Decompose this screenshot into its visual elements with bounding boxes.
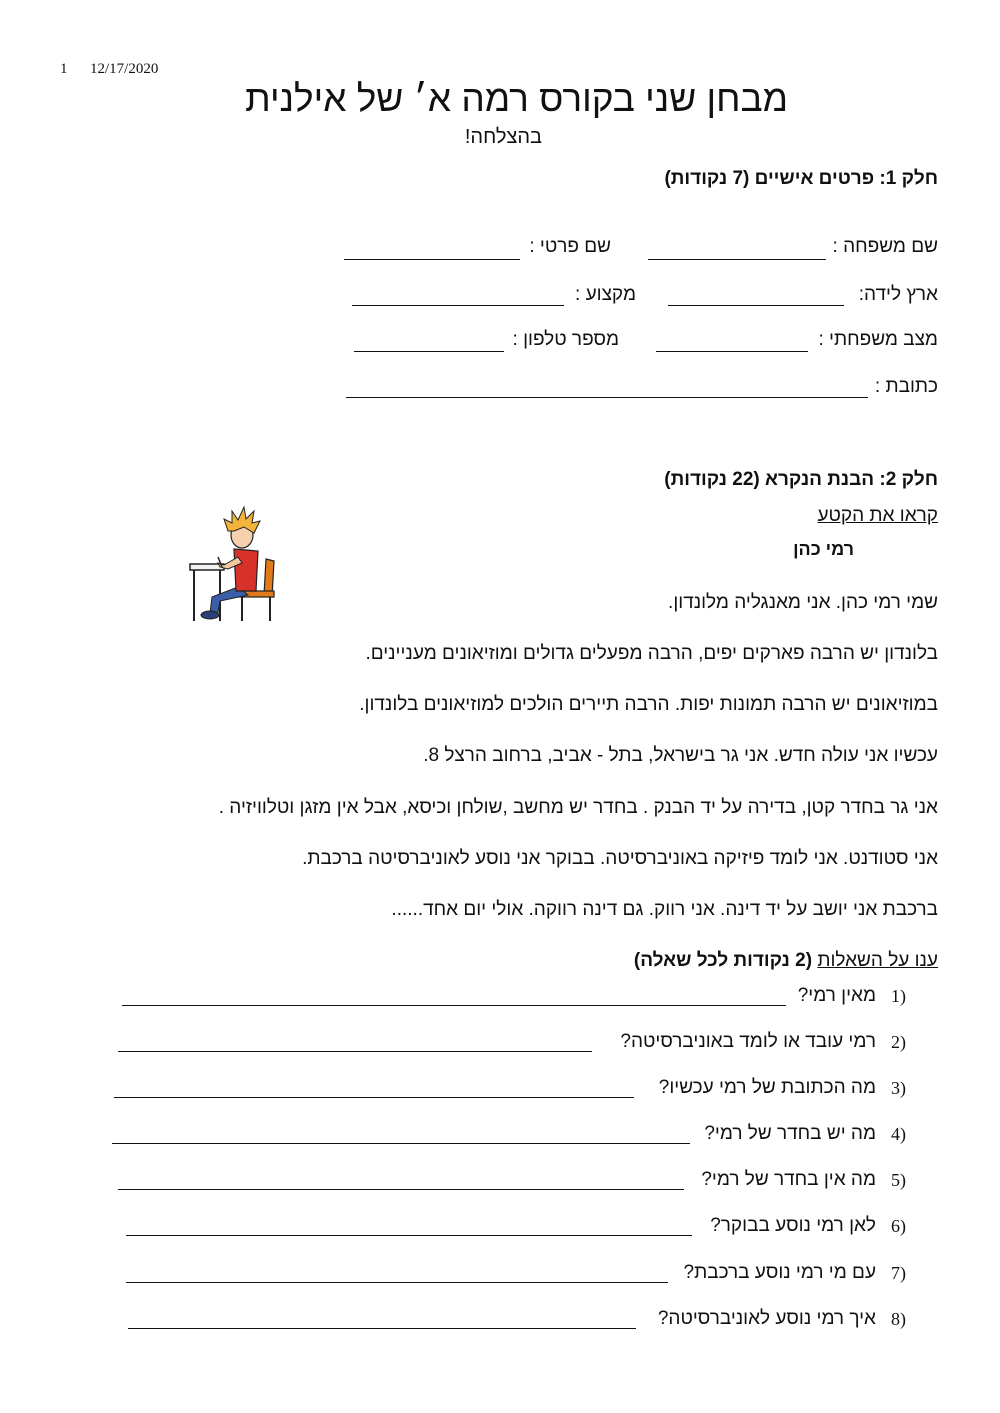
page-title: מבחן שני בקורס רמה א׳ של אילנית — [245, 78, 788, 119]
marital-status-label: מצב משפחתי : — [818, 329, 938, 350]
passage-paragraph: אני סטודנט. אני לומד פיזיקה באוניברסיטה. בבוקר אני נוסע לאוניברסיטה ברכבת. — [302, 848, 938, 869]
answer-line[interactable] — [126, 1282, 668, 1283]
question-number: 8) — [891, 1309, 906, 1329]
questions-heading-instruction: ענו על השאלות — [817, 950, 938, 971]
answer-line[interactable] — [128, 1328, 636, 1329]
answer-line[interactable] — [114, 1097, 634, 1098]
question-text: לאן רמי נוסע בבוקר? — [710, 1215, 876, 1236]
address-label: כתובת : — [874, 376, 938, 397]
phone-field[interactable] — [354, 351, 504, 352]
first-name-field[interactable] — [344, 259, 520, 260]
question-text: מה הכתובת של רמי עכשיו? — [658, 1077, 876, 1098]
country-of-birth-field[interactable] — [668, 305, 844, 306]
profession-field[interactable] — [352, 305, 564, 306]
last-name-field[interactable] — [648, 259, 826, 260]
passage-paragraph: אני גר בחדר קטן, בדירה על יד הבנק . בחדר יש מחשב ,שולחן וכיסא, אבל אין מזגן וטלוויזיה . — [218, 797, 938, 818]
passage-paragraph: ברכבת אני יושב על יד דינה. אני רווק. גם דינה רווקה. אולי יום אחד...... — [391, 899, 938, 920]
profession-label: מקצוע : — [575, 284, 636, 305]
question-text: מה יש בחדר של רמי? — [704, 1123, 876, 1144]
question-text: איך רמי נוסע לאוניברסיטה? — [657, 1308, 876, 1329]
address-field[interactable] — [346, 397, 868, 398]
page-subtitle: בהצלחה! — [464, 126, 542, 148]
marital-status-field[interactable] — [656, 351, 808, 352]
question-number: 6) — [891, 1216, 906, 1236]
question-number: 5) — [891, 1170, 906, 1190]
answer-line[interactable] — [122, 1005, 786, 1006]
page-number: 1 — [60, 61, 68, 77]
country-of-birth-label: ארץ לידה: — [858, 284, 938, 305]
questions-heading — [634, 950, 938, 972]
passage-paragraph: שמי רמי כהן. אני מאנגליה מלונדון. — [668, 592, 938, 613]
question-number: 7) — [891, 1263, 906, 1283]
questions-heading-points: (2 נקודות לכל שאלה) — [633, 950, 818, 971]
phone-label: מספר טלפון : — [512, 329, 619, 350]
student-writing-at-desk-icon — [188, 505, 278, 625]
question-text: מה אין בחדר של רמי? — [701, 1169, 876, 1190]
part2-heading: חלק 2: הבנת הנקרא (22 נקודות) — [664, 469, 938, 490]
question-number: 3) — [891, 1078, 906, 1098]
question-number: 4) — [891, 1124, 906, 1144]
passage-paragraph: במוזיאונים יש הרבה תמונות יפות. הרבה תיירים הולכים למוזיאונים בלונדון. — [359, 694, 938, 715]
question-number: 2) — [891, 1032, 906, 1052]
passage-paragraph: בלונדון יש הרבה פארקים יפים, הרבה מפעלים גדולים ומוזיאונים מעניינים. — [365, 643, 938, 664]
last-name-label: שם משפחה : — [832, 236, 938, 257]
passage-title: רמי כהן — [793, 539, 854, 559]
print-date: 12/17/2020 — [90, 61, 159, 77]
answer-line[interactable] — [118, 1189, 684, 1190]
answer-line[interactable] — [126, 1235, 692, 1236]
question-number: 1) — [891, 986, 906, 1006]
first-name-label: שם פרטי : — [529, 236, 611, 257]
question-text: עם מי רמי נוסע ברכבת? — [683, 1262, 876, 1283]
reading-instruction: קראו את הקטע — [817, 505, 938, 526]
answer-line[interactable] — [118, 1051, 592, 1052]
passage-paragraph: עכשיו אני עולה חדש. אני גר בישראל, בתל - אביב, ברחוב הרצל 8. — [423, 745, 938, 766]
answer-line[interactable] — [112, 1143, 690, 1144]
question-text: רמי עובד או לומד באוניברסיטה? — [620, 1031, 876, 1052]
part1-heading: חלק 1: פרטים אישיים (7 נקודות) — [664, 168, 938, 189]
question-text: מאין רמי? — [797, 985, 876, 1006]
